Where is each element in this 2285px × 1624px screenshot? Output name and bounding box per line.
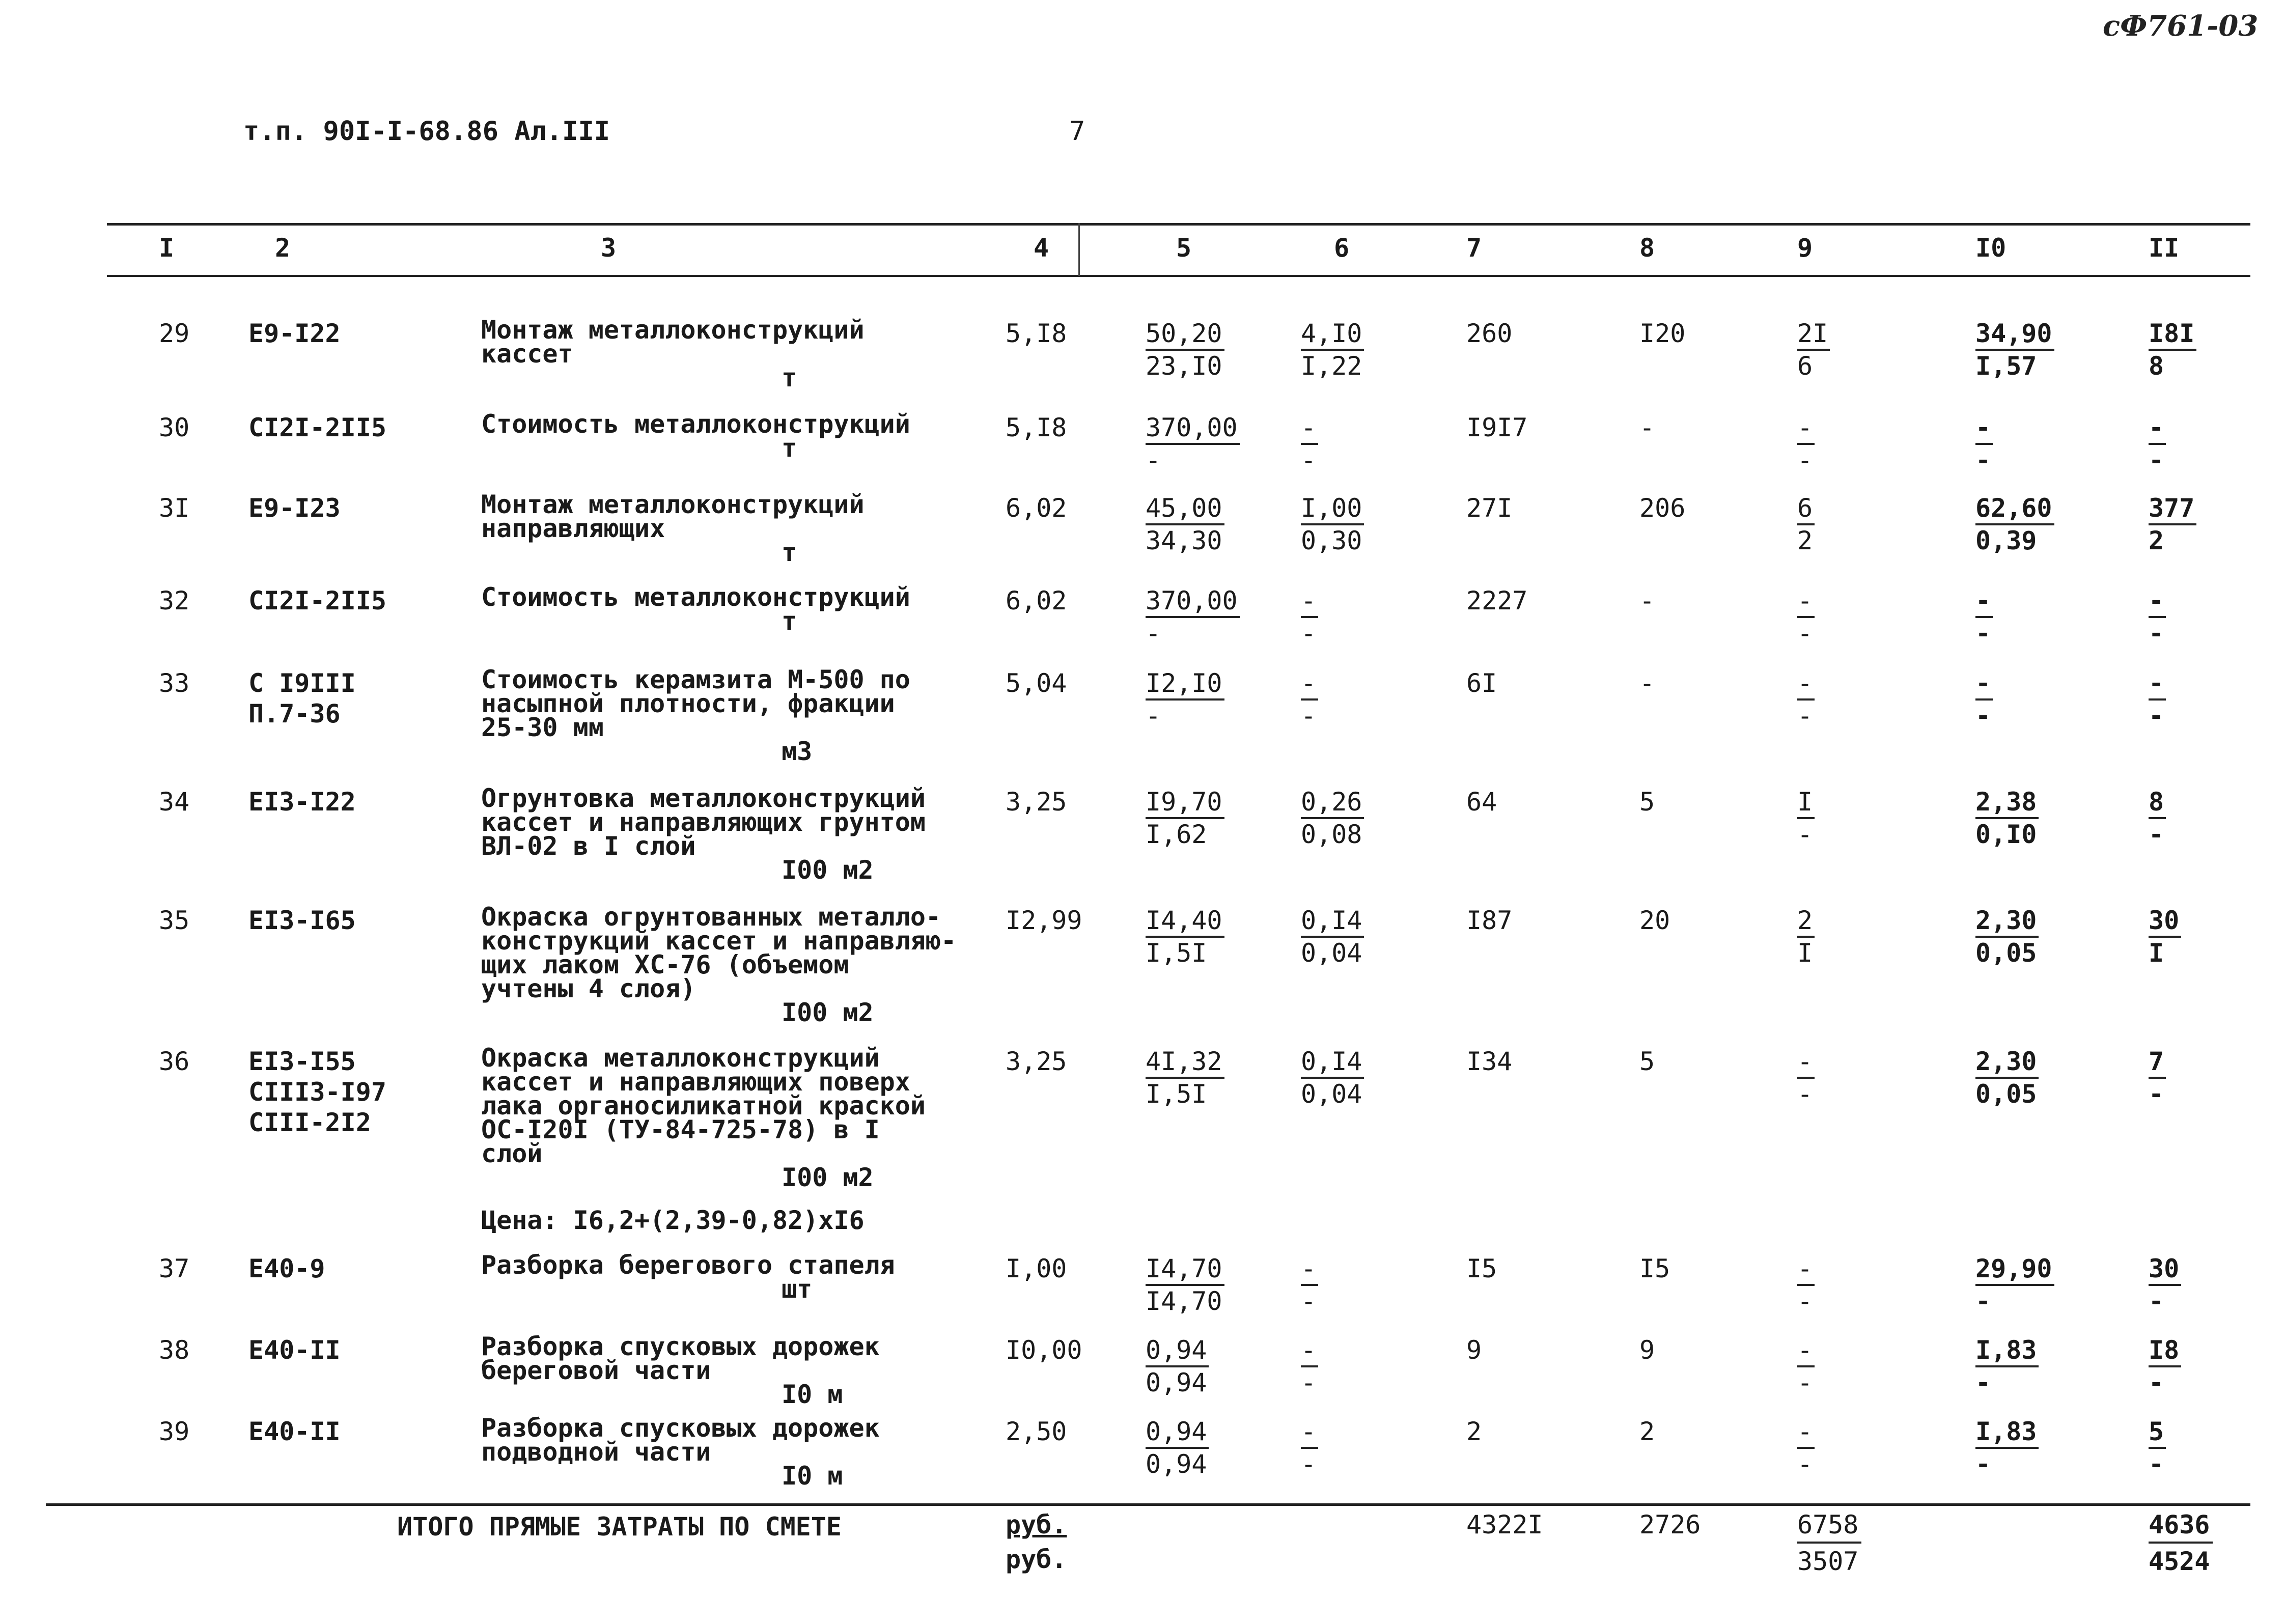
column-header: 4: [1034, 233, 1049, 263]
measure-unit: т: [782, 363, 797, 393]
unit-machine-cost-denominator: -: [1301, 619, 1317, 648]
labor-per-unit-denominator: 0,05: [1975, 1079, 2037, 1109]
row-number: 36: [159, 1047, 190, 1076]
labor-per-unit-numerator: -: [1975, 668, 1993, 701]
labor-total: [2149, 412, 2166, 475]
labor-per-unit: [1975, 493, 2054, 556]
labor-total-denominator: -: [2149, 820, 2164, 849]
unit-cost: [1146, 318, 1224, 381]
labor-total-numerator: I8: [2149, 1335, 2181, 1367]
work-description: [481, 665, 970, 766]
labor-total: [2149, 585, 2166, 649]
row-number: 38: [159, 1335, 190, 1365]
measure-unit: I0 м: [782, 1380, 843, 1409]
total-machine-cost-numerator: 2: [1797, 905, 1815, 938]
description-text: Стоимость металлоконструкций: [481, 409, 910, 439]
total-cost: 9: [1466, 1335, 1482, 1365]
rate-code: Е9-I22: [248, 319, 341, 348]
labor-total: [2149, 787, 2166, 850]
total-machine-cost-numerator: -: [1797, 1253, 1815, 1286]
column-header: I0: [1975, 233, 2007, 263]
unit-machine-cost-numerator: I,00: [1301, 493, 1364, 525]
labor-per-unit-numerator: 2,38: [1975, 787, 2039, 819]
total-wages: -: [1639, 586, 1655, 615]
row-number: 33: [159, 668, 190, 698]
description-text: Окраска огрунтованных металло- конструкций кассет и направляю- щих лаком ХС-76 (объемом учтены 4 слоя): [481, 902, 957, 1003]
labor-total-numerator: -: [2149, 585, 2166, 618]
total-cost: 260: [1466, 319, 1513, 348]
labor-per-unit: [1975, 905, 2039, 968]
labor-total-denominator: -: [2149, 619, 2164, 648]
labor-per-unit: [1975, 787, 2039, 850]
total-wages: 5: [1639, 1047, 1655, 1076]
unit-machine-cost: [1301, 493, 1364, 556]
labor-per-unit-denominator: -: [1975, 1286, 1991, 1316]
unit-machine-cost-denominator: -: [1301, 445, 1317, 475]
work-description: [481, 1043, 970, 1192]
unit-cost-denominator: I4,70: [1146, 1286, 1222, 1316]
work-description: [481, 783, 970, 885]
unit-machine-cost-denominator: 0,08: [1301, 820, 1362, 849]
quantity: 3,25: [1006, 1047, 1067, 1076]
total-machine-cost-numerator: -: [1797, 668, 1815, 701]
unit-machine-cost: [1301, 318, 1364, 381]
unit-cost-numerator: 45,00: [1146, 493, 1224, 525]
measure-unit: I00 м2: [782, 855, 874, 885]
unit-machine-cost: [1301, 905, 1364, 968]
labor-total: [2149, 1335, 2181, 1398]
labor-total-denominator: 8: [2149, 351, 2164, 381]
labor-per-unit-denominator: I,57: [1975, 351, 2037, 381]
row-number: 30: [159, 413, 190, 442]
total-machine-cost-denominator: -: [1797, 445, 1813, 475]
total-wages: 206: [1639, 493, 1686, 523]
row-number: 37: [159, 1254, 190, 1283]
total-machine-cost-denominator: -: [1797, 820, 1813, 849]
labor-per-unit: [1975, 1253, 2054, 1317]
column-header: 9: [1797, 233, 1813, 263]
measure-unit: м3: [782, 737, 813, 766]
row-number: 3I: [159, 493, 190, 523]
unit-machine-cost: [1301, 412, 1318, 475]
row-number: 35: [159, 906, 190, 935]
unit-cost: [1146, 493, 1224, 556]
unit-machine-cost-numerator: 0,I4: [1301, 905, 1364, 938]
labor-per-unit-numerator: 2,30: [1975, 905, 2039, 938]
unit-machine-cost-numerator: -: [1301, 1416, 1318, 1449]
total-machine-cost-numerator: -: [1797, 1046, 1815, 1079]
unit-cost-numerator: I9,70: [1146, 787, 1224, 819]
labor-total: [2149, 905, 2181, 968]
total-machine-cost-numerator: -: [1797, 412, 1815, 445]
row-number: 29: [159, 319, 190, 348]
total-wages: 5: [1639, 787, 1655, 817]
labor-per-unit: [1975, 1046, 2039, 1109]
total-wages: I20: [1639, 319, 1686, 348]
unit-cost-denominator: -: [1146, 619, 1161, 648]
labor-per-unit: [1975, 668, 1993, 731]
labor-total-numerator: I8I: [2149, 318, 2196, 351]
labor-total: [2149, 668, 2166, 731]
totals-col11-bottom: 4524: [2149, 1547, 2210, 1576]
unit-machine-cost: [1301, 1335, 1318, 1398]
column-header: 5: [1176, 233, 1192, 263]
totals-col9-bottom: 3507: [1797, 1547, 1859, 1576]
table-top-border: [107, 223, 2250, 226]
document-reference: т.п. 90I-I-68.86 Ал.III: [243, 116, 610, 147]
unit-machine-cost-numerator: -: [1301, 1253, 1318, 1286]
header-bottom-border: [107, 275, 2250, 277]
labor-total: [2149, 1253, 2181, 1317]
totals-col7: 4322I: [1466, 1510, 1543, 1539]
measure-unit: шт: [782, 1274, 813, 1304]
total-machine-cost: [1797, 318, 1830, 381]
description-text: Огрунтовка металлоконструкций кассет и направляющих грунтом ВЛ-02 в I слой: [481, 783, 926, 861]
total-machine-cost-denominator: -: [1797, 1368, 1813, 1397]
total-machine-cost: [1797, 668, 1815, 731]
labor-total-denominator: -: [2149, 1368, 2164, 1397]
total-cost: I34: [1466, 1047, 1513, 1076]
unit-machine-cost-numerator: 4,I0: [1301, 318, 1364, 351]
total-machine-cost: [1797, 585, 1815, 649]
unit-cost-numerator: 0,94: [1146, 1335, 1209, 1367]
labor-per-unit-numerator: -: [1975, 585, 1993, 618]
total-machine-cost-numerator: 6: [1797, 493, 1815, 525]
labor-total-denominator: I: [2149, 938, 2164, 968]
unit-machine-cost-numerator: -: [1301, 1335, 1318, 1367]
labor-total-numerator: 377: [2149, 493, 2196, 525]
unit-cost: [1146, 1416, 1209, 1479]
labor-per-unit: [1975, 318, 2054, 381]
unit-machine-cost-denominator: -: [1301, 1368, 1317, 1397]
column-header: 7: [1466, 233, 1482, 263]
unit-machine-cost-numerator: -: [1301, 412, 1318, 445]
measure-unit: I00 м2: [782, 998, 874, 1027]
measure-unit: I00 м2: [782, 1163, 874, 1192]
labor-per-unit-numerator: I,83: [1975, 1416, 2039, 1449]
totals-col11-top: 4636: [2149, 1508, 2213, 1544]
unit-machine-cost-denominator: 0,04: [1301, 938, 1362, 968]
table-bottom-border: [46, 1503, 2250, 1506]
total-cost: I87: [1466, 906, 1513, 935]
header-divider: [1078, 223, 1080, 276]
labor-total-denominator: -: [2149, 445, 2164, 475]
quantity: 2,50: [1006, 1417, 1067, 1446]
quantity: 3,25: [1006, 787, 1067, 817]
total-machine-cost: [1797, 1335, 1815, 1398]
unit-machine-cost-denominator: -: [1301, 701, 1317, 731]
measure-unit: I0 м: [782, 1461, 843, 1491]
labor-per-unit-denominator: 0,I0: [1975, 820, 2037, 849]
unit-cost: [1146, 1253, 1224, 1317]
total-machine-cost: [1797, 1046, 1815, 1109]
total-machine-cost: [1797, 787, 1815, 850]
total-wages: -: [1639, 413, 1655, 442]
work-description: [481, 490, 970, 567]
totals-unit-top: руб.: [1006, 1510, 1067, 1539]
total-machine-cost-numerator: -: [1797, 585, 1815, 618]
quantity: I,00: [1006, 1254, 1067, 1283]
column-header: 2: [275, 233, 291, 263]
unit-cost: [1146, 668, 1224, 731]
labor-per-unit-numerator: 34,90: [1975, 318, 2054, 351]
unit-machine-cost-denominator: 0,30: [1301, 526, 1362, 555]
total-cost: 2227: [1466, 586, 1528, 615]
quantity: 5,04: [1006, 668, 1067, 698]
quantity: I0,00: [1006, 1335, 1082, 1365]
labor-total: [2149, 318, 2196, 381]
work-description: [481, 582, 970, 636]
total-machine-cost-numerator: 2I: [1797, 318, 1830, 351]
labor-per-unit-numerator: I,83: [1975, 1335, 2039, 1367]
unit-cost-numerator: 370,00: [1146, 412, 1240, 445]
unit-machine-cost-denominator: 0,04: [1301, 1079, 1362, 1109]
total-machine-cost-denominator: -: [1797, 1079, 1813, 1109]
work-description: [481, 1250, 970, 1304]
labor-per-unit-denominator: -: [1975, 1449, 1991, 1479]
total-machine-cost: [1797, 1416, 1815, 1479]
total-machine-cost: [1797, 905, 1815, 968]
rate-code: Е40-II: [248, 1335, 341, 1365]
quantity: 5,I8: [1006, 319, 1067, 348]
labor-total-numerator: 5: [2149, 1416, 2166, 1449]
total-wages: 9: [1639, 1335, 1655, 1365]
rate-code: ЕI3-I55 СIII3-I97 СIII-2I2: [248, 1047, 386, 1137]
description-text: Окраска металлоконструкций кассет и направляющих поверх лака органосиликатной краской ОС-I20I (ТУ-84-725-78) в I слой: [481, 1043, 926, 1168]
unit-machine-cost: [1301, 787, 1364, 850]
work-description: [481, 1413, 970, 1491]
labor-total-denominator: -: [2149, 1079, 2164, 1109]
quantity: 6,02: [1006, 586, 1067, 615]
unit-machine-cost: [1301, 585, 1318, 649]
unit-cost-denominator: 23,I0: [1146, 351, 1222, 381]
unit-cost-denominator: I,5I: [1146, 1079, 1207, 1109]
labor-total-denominator: -: [2149, 701, 2164, 731]
unit-cost-denominator: -: [1146, 445, 1161, 475]
labor-per-unit-denominator: -: [1975, 1368, 1991, 1397]
column-header: 3: [601, 233, 617, 263]
unit-cost-denominator: -: [1146, 701, 1161, 731]
total-machine-cost-numerator: -: [1797, 1416, 1815, 1449]
total-cost: I9I7: [1466, 413, 1528, 442]
row-number: 39: [159, 1417, 190, 1446]
unit-cost-denominator: I,62: [1146, 820, 1207, 849]
labor-total-numerator: 7: [2149, 1046, 2166, 1079]
unit-machine-cost-denominator: -: [1301, 1449, 1317, 1479]
measure-unit: т: [782, 606, 797, 636]
work-description: [481, 902, 970, 1027]
labor-per-unit-denominator: -: [1975, 619, 1991, 648]
unit-cost: [1146, 585, 1240, 649]
total-cost: I5: [1466, 1254, 1497, 1283]
unit-machine-cost: [1301, 1046, 1364, 1109]
unit-machine-cost: [1301, 1416, 1318, 1479]
rate-code: СI2I-2II5: [248, 586, 386, 615]
total-machine-cost-denominator: 2: [1797, 526, 1813, 555]
labor-total-numerator: 8: [2149, 787, 2166, 819]
unit-cost-numerator: 0,94: [1146, 1416, 1209, 1449]
labor-total: [2149, 1046, 2166, 1109]
total-cost: 64: [1466, 787, 1497, 817]
description-text: Стоимость металлоконструкций: [481, 582, 910, 612]
total-cost: 6I: [1466, 668, 1497, 698]
work-description: [481, 315, 970, 393]
unit-cost-numerator: I2,I0: [1146, 668, 1224, 701]
column-header: 6: [1334, 233, 1350, 263]
totals-col9-top: 6758: [1797, 1508, 1861, 1544]
total-wages: I5: [1639, 1254, 1670, 1283]
rate-code: Е9-I23: [248, 493, 341, 523]
unit-machine-cost-numerator: -: [1301, 585, 1318, 618]
total-cost: 2: [1466, 1417, 1482, 1446]
description-text: Монтаж металлоконструкций направляющих: [481, 490, 865, 543]
total-machine-cost: [1797, 412, 1815, 475]
unit-cost-numerator: 4I,32: [1146, 1046, 1224, 1079]
labor-total-denominator: -: [2149, 1449, 2164, 1479]
labor-total-numerator: 30: [2149, 905, 2181, 938]
quantity: 5,I8: [1006, 413, 1067, 442]
total-machine-cost-denominator: -: [1797, 619, 1813, 648]
labor-per-unit: [1975, 412, 1993, 475]
labor-per-unit-denominator: 0,05: [1975, 938, 2037, 968]
quantity: 6,02: [1006, 493, 1067, 523]
unit-machine-cost: [1301, 1253, 1318, 1317]
unit-machine-cost: [1301, 668, 1318, 731]
labor-per-unit-numerator: -: [1975, 412, 1993, 445]
description-text: Монтаж металлоконструкций кассет: [481, 315, 865, 369]
unit-cost-denominator: 34,30: [1146, 526, 1222, 555]
labor-per-unit-numerator: 62,60: [1975, 493, 2054, 525]
rate-code: СI2I-2II5: [248, 413, 386, 442]
total-machine-cost-denominator: -: [1797, 701, 1813, 731]
total-machine-cost: [1797, 1253, 1815, 1317]
unit-machine-cost-denominator: -: [1301, 1286, 1317, 1316]
measure-unit: т: [782, 538, 797, 567]
rate-code: ЕI3-I22: [248, 787, 356, 817]
unit-machine-cost-numerator: -: [1301, 668, 1318, 701]
labor-per-unit: [1975, 1416, 2039, 1479]
unit-cost-denominator: 0,94: [1146, 1449, 1207, 1479]
rate-code: Е40-II: [248, 1417, 341, 1446]
description-text: Стоимость керамзита М-500 по насыпной плотности, фракции 25-30 мм: [481, 665, 910, 742]
rate-code: С I9III П.7-36: [248, 668, 356, 729]
labor-per-unit-denominator: 0,39: [1975, 526, 2037, 555]
unit-cost: [1146, 1335, 1209, 1398]
description-text: Разборка спусковых дорожек подводной части: [481, 1413, 880, 1467]
page-number: 7: [1069, 116, 1085, 147]
rate-code: Е40-9: [248, 1254, 325, 1283]
unit-cost-numerator: I4,40: [1146, 905, 1224, 938]
total-machine-cost-numerator: -: [1797, 1335, 1815, 1367]
labor-total-numerator: -: [2149, 668, 2166, 701]
labor-per-unit-denominator: -: [1975, 445, 1991, 475]
unit-cost: [1146, 787, 1224, 850]
unit-cost: [1146, 1046, 1224, 1109]
totals-col8: 2726: [1639, 1510, 1701, 1539]
document-stamp: сФ761-03: [2103, 9, 2259, 43]
labor-total-denominator: -: [2149, 1286, 2164, 1316]
unit-cost-numerator: 370,00: [1146, 585, 1240, 618]
totals-unit-bottom: руб.: [1006, 1545, 1067, 1574]
measure-unit: т: [782, 433, 797, 463]
unit-cost: [1146, 412, 1240, 475]
unit-machine-cost-numerator: 0,26: [1301, 787, 1364, 819]
total-machine-cost-denominator: -: [1797, 1449, 1813, 1479]
total-wages: 2: [1639, 1417, 1655, 1446]
row-number: 32: [159, 586, 190, 615]
column-header: I: [159, 233, 175, 263]
unit-cost-denominator: I,5I: [1146, 938, 1207, 968]
unit-machine-cost-denominator: I,22: [1301, 351, 1362, 381]
unit-cost: [1146, 905, 1224, 968]
price-formula: Цена: I6,2+(2,39-0,82)хI6: [481, 1206, 865, 1235]
labor-per-unit-denominator: -: [1975, 701, 1991, 731]
labor-per-unit: [1975, 1335, 2039, 1398]
total-machine-cost: [1797, 493, 1815, 556]
total-wages: 20: [1639, 906, 1670, 935]
total-machine-cost-numerator: I: [1797, 787, 1815, 819]
total-machine-cost-denominator: 6: [1797, 351, 1813, 381]
work-description: [481, 409, 970, 463]
labor-total-numerator: 30: [2149, 1253, 2181, 1286]
total-cost: 27I: [1466, 493, 1513, 523]
row-number: 34: [159, 787, 190, 817]
totals-label: ИТОГО ПРЯМЫЕ ЗАТРАТЫ ПО СМЕТЕ: [397, 1512, 842, 1542]
rate-code: ЕI3-I65: [248, 906, 356, 935]
quantity: I2,99: [1006, 906, 1082, 935]
work-description: [481, 1332, 970, 1409]
column-header: 8: [1639, 233, 1655, 263]
description-text: Разборка берегового стапеля: [481, 1250, 895, 1280]
labor-total-numerator: -: [2149, 412, 2166, 445]
total-machine-cost-denominator: I: [1797, 938, 1813, 968]
labor-per-unit: [1975, 585, 1993, 649]
total-machine-cost-denominator: -: [1797, 1286, 1813, 1316]
labor-per-unit-numerator: 2,30: [1975, 1046, 2039, 1079]
labor-total: [2149, 493, 2196, 556]
unit-cost-denominator: 0,94: [1146, 1368, 1207, 1397]
labor-total: [2149, 1416, 2166, 1479]
total-wages: -: [1639, 668, 1655, 698]
description-text: Разборка спусковых дорожек береговой части: [481, 1332, 880, 1385]
unit-cost-numerator: I4,70: [1146, 1253, 1224, 1286]
labor-per-unit-numerator: 29,90: [1975, 1253, 2054, 1286]
unit-machine-cost-numerator: 0,I4: [1301, 1046, 1364, 1079]
column-header: II: [2149, 233, 2180, 263]
labor-total-denominator: 2: [2149, 526, 2164, 555]
unit-cost-numerator: 50,20: [1146, 318, 1224, 351]
